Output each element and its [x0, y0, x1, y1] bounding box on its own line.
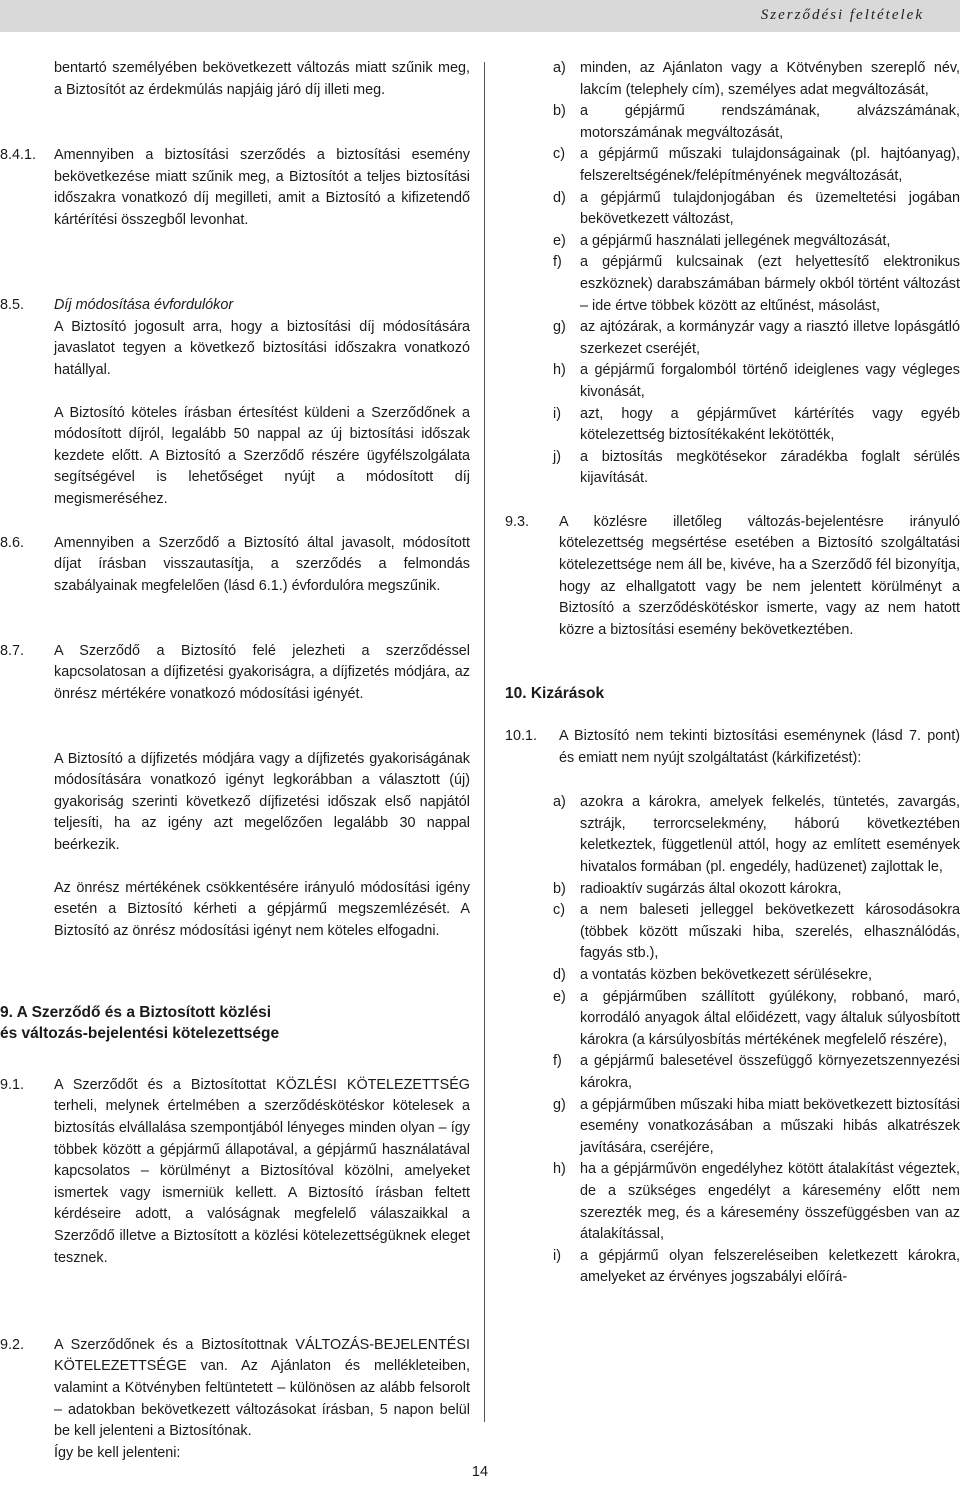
list-item: [553, 317, 960, 360]
list-text: ha a gépjárművön engedélyhez kötött átalakítást végeztek, de a szükséges engedélyt a káresemény előtt nem szerezték meg, és a káresemény összefüggésben van az átalakítással,: [580, 1161, 960, 1243]
list-label: i): [553, 1247, 561, 1264]
list-text: a gépjármű forgalomból történő ideiglenes vagy végleges kivonását,: [580, 362, 960, 400]
list-label: e): [553, 988, 566, 1005]
section-text-last: Így be kell jelenteni:: [54, 1444, 181, 1461]
list-text: a nem baleseti jelleggel bekövetkezett károsodásokra (többek között műszaki hiba, szerelés, elhasználódás, fagyás stb.),: [580, 902, 960, 962]
section-text: Amennyiben a biztosítási szerződés a biztosítási esemény bekövetkezése miatt szűnik meg, a Biztosítót a teljes biztosítási időszakra vonatkozó díj megilleti, amit a Biztosító a kifizetendő kártérítési összegből levonhat.: [54, 147, 470, 228]
list-text: azokra a károkra, amelyek felkelés, tüntetés, zavargás, sztrájk, terrorcselekmény, háború következtében keletkeztek, függetlenül attól, hogy az említett események hivatalos formában (pl. engedély, hadüzenet) zajlottak le,: [580, 794, 960, 875]
section-9-2: [0, 1335, 470, 1465]
section-text: A Szerződőt és a Biztosítottat KÖZLÉSI KÖTELEZETTSÉG terheli, melynek értelmében a szerződéskötéskor kötelesek a biztosítás elvállalása szempontjából lényeges minden olyan – így többek között a gépjármű állapotával, a gépjármű használatával kapcsolatos – körülményt a Biztosítóval közölni, amelyeket ismertek vagy ismerniük kellett. A Biztosító írásban feltett kérdéseire adott, a valóságnak megfelelő válaszaikkal a Szerződő illetve a Biztosított a közlési kötelezettségüknek eleget tesznek.: [54, 1076, 470, 1266]
section-8-4-1: [0, 145, 470, 275]
header-title: Szerződési feltételek: [760, 7, 924, 23]
list-text: a gépjármű használati jellegének megváltozását,: [580, 232, 891, 249]
section-text: A Szerződőnek és a Biztosítottnak VÁLTOZÁS-BEJELENTÉSI KÖTELEZETTSÉGE van. Az Ajánlaton és mellékleteiben, valamint a Kötvényben feltüntetett – különösen az alább felsorolt – adatokban bekövetkezett változásokat írásban, 5 napon belül be kell jelenteni a Biztosítónak.: [54, 1336, 470, 1440]
list-label: j): [553, 448, 561, 465]
section-8-7: [0, 641, 470, 964]
list-item: [553, 1095, 960, 1160]
section-paragraph: A Biztosító jogosult arra, hogy a biztosítási díj módosítására javaslatot tegyen a következő biztosítási időszakra vonatkozó hatállyal.: [54, 318, 470, 378]
section-8-6: [0, 533, 470, 619]
section-text: A Biztosító nem tekinti biztosítási eseménynek (lásd 7. pont) és emiatt nem nyújt szolgáltatást (kárkifizetést):: [559, 728, 960, 766]
list-text: a biztosítás megkötésekor záradékba foglalt sérülés kijavítását.: [580, 448, 960, 487]
list-label: i): [553, 405, 561, 422]
list-label: a): [553, 794, 566, 811]
list-text: a gépjármű tulajdonjogában és üzemeltetési jogában bekövetkezett változást,: [580, 189, 960, 228]
list-label: h): [553, 362, 566, 379]
heading-line: 9. A Szerződő és a Biztosított közlési: [0, 1003, 272, 1021]
list-label: c): [553, 146, 565, 163]
list-item: [553, 965, 960, 987]
list-text: a gépjármű kulcsainak (ezt helyettesítő elektronikus eszköznek) darabszámában bármely okból történt változást – ide értve többek között az eltűnést, másolást,: [580, 254, 960, 314]
section-9-1: [0, 1075, 470, 1313]
list-label: h): [553, 1161, 566, 1178]
list-item: [553, 101, 960, 144]
list-text: a gépjármű olyan felszereléseiben keletkezett károkra, amelyeket az érvényes jogszabályi előírá-: [580, 1247, 960, 1286]
list-text: a gépjárműben műszaki hiba miatt bekövetkezett biztosítási esemény vonatkozásában a műszaki hibás alkatrészek javítására, cseréjére,: [580, 1096, 960, 1156]
section-paragraph: A Biztosító köteles írásban értesítést küldeni a Szerződőnek a módosított díjról, legalább 50 nappal az új biztosítási időszak kezdete előtt. A Biztosító a Szerződő részére ügyfélszolgálata segítségével is lehetőséget nyújt a módosított díj megismeréséhez.: [54, 404, 470, 507]
section-number: 9.1.: [0, 1076, 25, 1093]
section-10-heading: 10. Kizárások: [505, 685, 605, 703]
list-label: b): [553, 103, 566, 120]
list-item: [553, 1051, 960, 1094]
section-number: 10.1.: [505, 728, 538, 745]
list-item: [553, 58, 960, 101]
list-text: azt, hogy a gépjárművet kártérítés vagy egyéb kötelezettség biztosítékaként lekötötték,: [580, 405, 960, 444]
list-text: a gépjárműben szállított gyúlékony, robbanó, maró, korrodáló anyagok által előidézett, vagy általuk súlyosbított károkra (a kársúlyosbítás mértékének megfelelő részére),: [580, 988, 960, 1048]
list-item: [553, 987, 960, 1052]
section-number: 8.6.: [0, 534, 25, 551]
list-item: [553, 1246, 960, 1289]
list-label: f): [553, 1053, 562, 1070]
list-label: f): [553, 254, 562, 271]
section-title: Díj módosítása évfordulókor: [54, 297, 234, 313]
section-number: 9.2.: [0, 1336, 25, 1353]
list-item: [553, 900, 960, 965]
list-label: e): [553, 232, 566, 249]
list-label: d): [553, 189, 566, 206]
list-label: a): [553, 60, 566, 76]
right-column: [505, 58, 960, 1289]
change-notification-list: [553, 58, 960, 490]
list-item: [553, 231, 960, 253]
list-text: minden, az Ajánlaton vagy a Kötvényben szereplő név, lakcím (telephely cím), személyes adat megváltozását,: [580, 60, 960, 98]
section-8-5: [0, 295, 470, 511]
section-10-1: [505, 726, 960, 769]
list-item: [553, 792, 960, 878]
section-number: 8.5.: [0, 297, 25, 313]
list-text: radioaktív sugárzás által okozott károkra,: [580, 880, 842, 897]
column-divider: [484, 62, 485, 1422]
section-paragraph: A Biztosító a díjfizetés módjára vagy a díjfizetés gyakoriságának módosítására vonatkozó igényt legkorábban a választott (új) gyakoriság szerinti következő díjfizetési időszak első napjától teljesíti, ha az igény azt megelőzően legalább 30 nappal beérkezik.: [54, 750, 470, 853]
list-label: g): [553, 1096, 566, 1113]
list-item: [553, 879, 960, 901]
list-label: b): [553, 880, 566, 897]
section-text: Amennyiben a Szerződő a Biztosító által javasolt, módosított díjat írásban visszautasítja, a szerződés a felmondás szabályainak megfelelően (lásd 6.1.) évfordulóra megszűnik.: [54, 534, 470, 594]
continued-paragraph: bentartó személyében bekövetkezett változás miatt szűnik meg, a Biztosítót az érdekmúlás napjáig járó díj illeti meg.: [54, 60, 470, 98]
section-text: A közlésre illetőleg változás-bejelentésre irányuló kötelezettség megsértése esetében a Biztosító szolgáltatási kötelezettsége nem áll be, kivéve, ha a Szerződő fél bizonyítja, hogy az elhallgatott vagy be nem jelentett körülményt a Biztosító a szerződéskötéskor ismerte, vagy az nem hatott közre a biztosítási esemény bekövetkeztében.: [559, 513, 960, 638]
list-text: a vontatás közben bekövetkezett sérülésekre,: [580, 966, 872, 983]
section-number: 8.4.1.: [0, 147, 37, 163]
list-item: [553, 188, 960, 231]
section-paragraph: Az önrész mértékének csökkentésére irányuló módosítási igény esetén a Biztosító kérheti a gépjármű megszemlézését. A Biztosító az önrész módosítási igényt nem köteles elfogadni.: [54, 879, 470, 939]
header-bar: [0, 0, 960, 32]
list-item: [553, 404, 960, 447]
heading-line: és változás-bejelentési kötelezettsége: [0, 1025, 280, 1043]
list-item: [553, 252, 960, 317]
list-text: a gépjármű műszaki tulajdonságainak (pl. hajtóanyag), felszereltségének/felépítményének megváltozását,: [580, 146, 960, 184]
list-label: g): [553, 319, 566, 336]
list-text: a gépjármű balesetével összefüggő környezetszennyezési károkra,: [580, 1053, 960, 1091]
left-column: [0, 58, 470, 1464]
list-label: c): [553, 902, 565, 919]
section-number: 8.7.: [0, 642, 25, 659]
list-item: [553, 447, 960, 490]
section-number: 9.3.: [505, 513, 530, 530]
list-text: a gépjármű rendszámának, alvázszámának, motorszámának megváltozását,: [580, 103, 960, 141]
section-9-heading: [0, 1002, 470, 1045]
list-label: d): [553, 966, 566, 983]
list-item: [553, 1159, 960, 1245]
page-number: 14: [471, 1464, 489, 1480]
list-text: az ajtózárak, a kormányzár vagy a riasztó illetve lopásgátló szerkezet cseréjét,: [580, 319, 960, 357]
list-item: [553, 360, 960, 403]
section-paragraph: A Szerződő a Biztosító felé jelezheti a szerződéssel kapcsolatosan a díjfizetési gyakoriságra, a díjfizetés módjára, az önrész mértékére vonatkozó módosítási igényét.: [54, 642, 470, 702]
list-item: [553, 144, 960, 187]
section-9-3: [505, 512, 960, 642]
exclusions-list: [553, 792, 960, 1289]
